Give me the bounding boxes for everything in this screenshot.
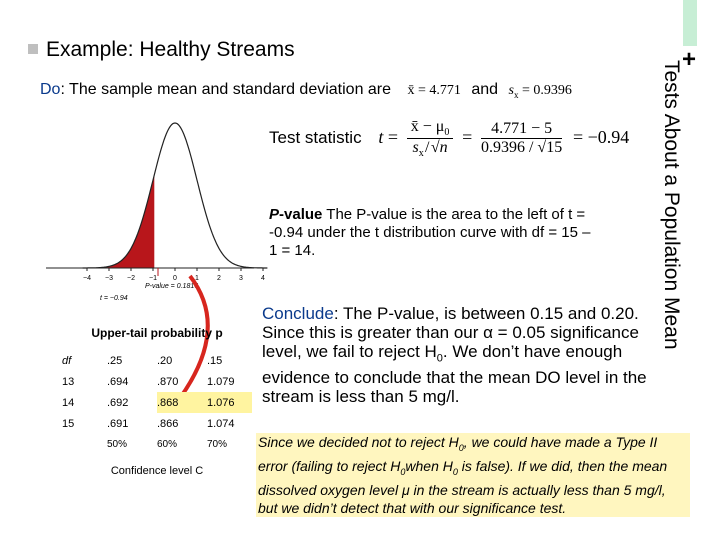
axis-tick-label: 2	[217, 275, 221, 282]
axis-tick-label: −4	[83, 275, 91, 282]
table-caption-top: Upper-tail probability p	[91, 326, 223, 340]
t-curve	[83, 123, 268, 268]
do-line: Do: The sample mean and standard deviation are x̄ = 4.771 and $s_x = 0.9396$	[40, 81, 572, 100]
table-header-row: df .25 .20 .15	[62, 354, 223, 367]
confidence-row: 50% 60% 70%	[107, 439, 228, 450]
plus-sign: +	[682, 46, 697, 73]
table-caption-bottom: Confidence level C	[110, 465, 204, 477]
table-row-highlighted: 14 .692 .868 1.076	[62, 392, 252, 413]
table-row: 15 .691 .866 1.074	[62, 417, 235, 430]
axis-tick-label: 4	[261, 275, 265, 282]
type-ii-error-note: Since we decided not to reject $H_0$, we could have made a Type II error (failing to reject $H_0when$ $H_0$ is false). If we did, then the mean dissolved oxygen level μ in the stream is actually less than 5 mg/l, but we didn’t detect that with our significance test.	[256, 433, 690, 517]
highlight-cell: .868	[157, 392, 207, 413]
formula-fraction: $\frac{x̄ - \mu_0}{s_x / √n}$	[407, 118, 454, 159]
p-value-shaded-area	[83, 175, 155, 268]
conclusion: Conclude: The P-value, is between 0.15 and 0.20. Since this is greater than our α = 0.05 significance level, we fail to reject $H_0$. We don’t have enough evidence to conclude that the mean DO level in the stream is less than 5 mg/l.	[262, 304, 647, 407]
sample-sd: $s_x = 0.9396$	[508, 83, 572, 100]
axis-tick-label: 0	[173, 275, 177, 282]
axis-tick-label: −1	[149, 275, 157, 282]
table-row: 13 .694 .870 1.079	[62, 375, 235, 388]
t-value-label: t = −0.94	[100, 295, 128, 302]
t-distribution-graph	[40, 108, 265, 308]
axis-tick-label: −2	[127, 275, 135, 282]
accent-bar-top	[683, 0, 697, 46]
sample-mean: x̄ = 4.771	[407, 83, 461, 98]
title-bullet	[28, 44, 38, 54]
p-value-explanation: P-value The P-value is the area to the left of t = -0.94 under the t distribution curve with df = 15 – 1 = 14.	[269, 206, 591, 259]
highlight-cell: 1.076	[207, 392, 252, 413]
side-title: Tests About a Population Mean	[660, 60, 683, 350]
axis-tick-label: 1	[195, 275, 199, 282]
slide-title: Example: Healthy Streams	[28, 38, 295, 62]
formula-fraction-values: $\frac{4.771 - 5}{0.9396 / √15}$	[480, 120, 563, 157]
test-statistic: Test statistic t = $\frac{x̄ - \mu_0}{s_x / √n}$ = $\frac{4.771 - 5}{0.9396 / √15}$ = −0.94	[269, 118, 630, 160]
axis-tick-label: 3	[239, 275, 243, 282]
p-value-label: P-value = 0.1816	[145, 283, 199, 290]
t-table	[62, 326, 252, 477]
axis-tick-label: −3	[105, 275, 113, 282]
